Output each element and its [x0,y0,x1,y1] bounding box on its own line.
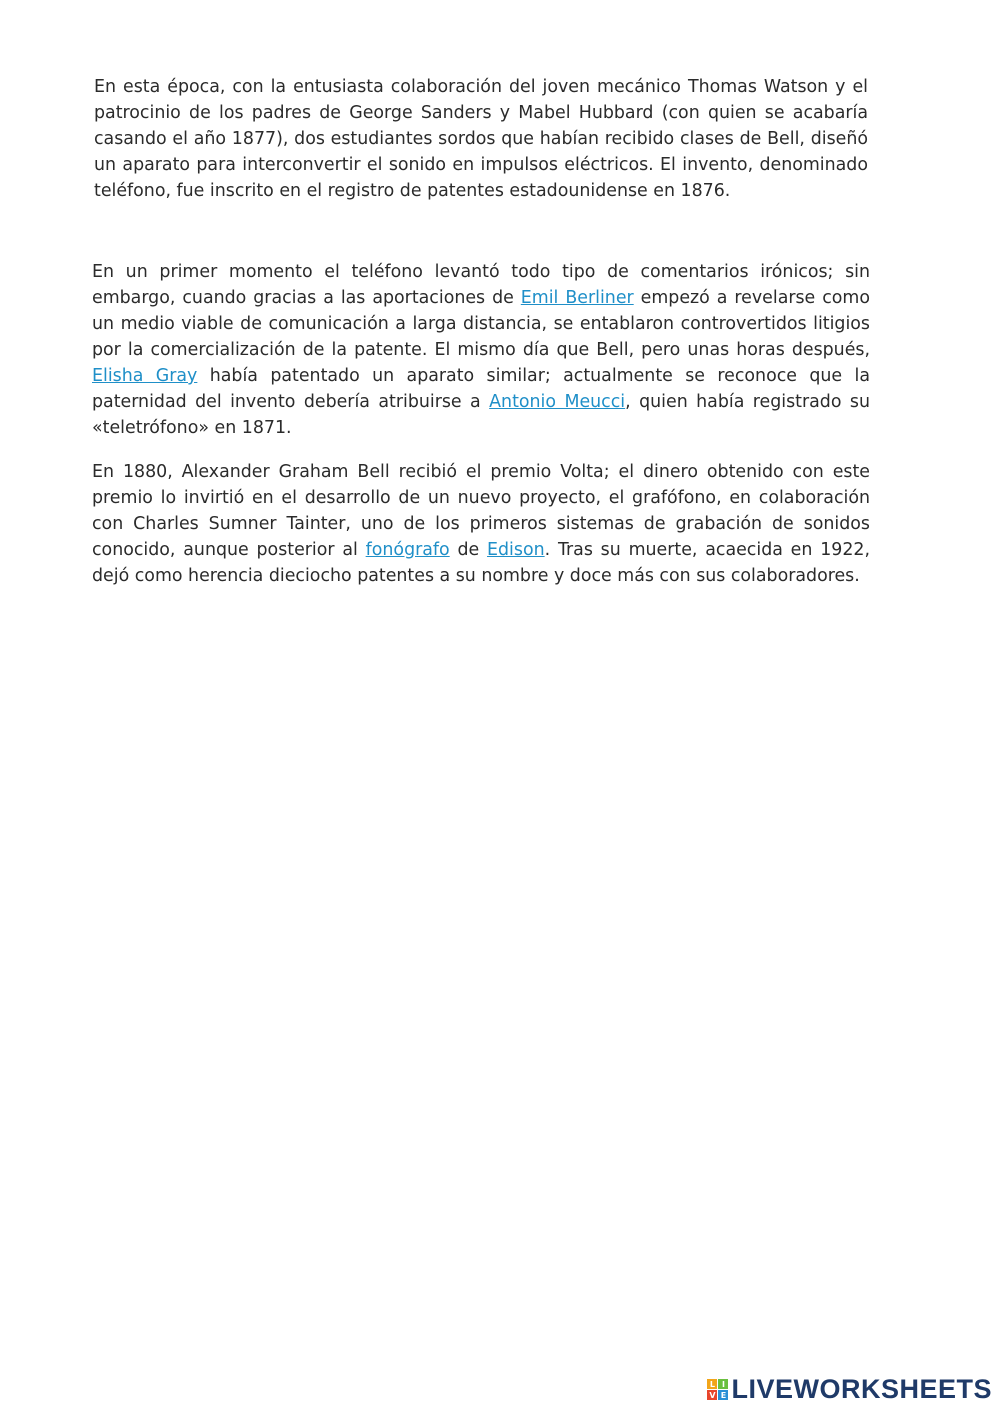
logo-block-v: V [709,1390,716,1400]
paragraph-text: En esta época, con la entusiasta colaboración del joven mecánico Thomas Watson y el patrocinio de los padres de George Sanders y Mabel Hubbard (con quien se acabaría casando el año 1877), dos estudiantes sordos que habían recibido clases de Bell, diseñó un aparato para interconvertir el sonido en impulsos eléctricos. El invento, denominado teléfono, fue inscrito en el registro de patentes estadounidense en 1876. [94,77,868,201]
link-edison[interactable]: Edison [487,540,545,560]
link-emil-berliner[interactable]: Emil Berliner [520,288,634,308]
link-antonio-meucci[interactable]: Antonio Meucci [489,392,626,412]
paragraph-text: había patentado un aparato similar; actualmente se reconoce que la paternidad del invento debería atribuirse a [92,366,870,412]
logo-block-l: L [707,1379,717,1389]
paragraph-text: En 1880, Alexander Graham Bell recibió el premio Volta; el dinero obtenido con este premio lo invirtió en el desarrollo de un nuevo proyecto, el grafófono, en colaboración con Charles Sumner Tainter, uno de los primeros sistemas de grabación de sonidos conocido, aunque posterior al [92,462,870,560]
logo-block-i: I [718,1379,728,1389]
paragraph-volta-prize [92,459,870,589]
link-fonografo[interactable]: fonógrafo [365,540,450,560]
paragraph-text: . Tras su muerte, acaecida en 1922, dejó como herencia dieciocho patentes a su nombre y doce más con sus colaboradores. [92,540,870,586]
paragraph-text: empezó a revelarse como un medio viable de comunicación a larga distancia, se entablaron controvertidos litigios por la comercialización de la patente. El mismo día que Bell, pero unas horas después, [92,288,871,360]
logo-text: LIVEWORKSHEETS [731,1374,992,1404]
paragraph-text: , quien había registrado su «teletrófono» en 1871. [92,392,870,438]
link-elisha-gray[interactable]: Elisha Gray [92,366,198,386]
logo-blocks-icon [707,1379,728,1400]
liveworksheets-logo [707,1374,992,1405]
paragraph-text: En un primer momento el teléfono levantó todo tipo de comentarios irónicos; sin embargo, cuando gracias a las aportaciones de [92,262,870,308]
logo-block-e: E [718,1390,728,1400]
paragraph-patent-litigation [92,259,870,441]
paragraph-text: de [449,540,488,560]
paragraph-telephone-invention [94,74,868,204]
